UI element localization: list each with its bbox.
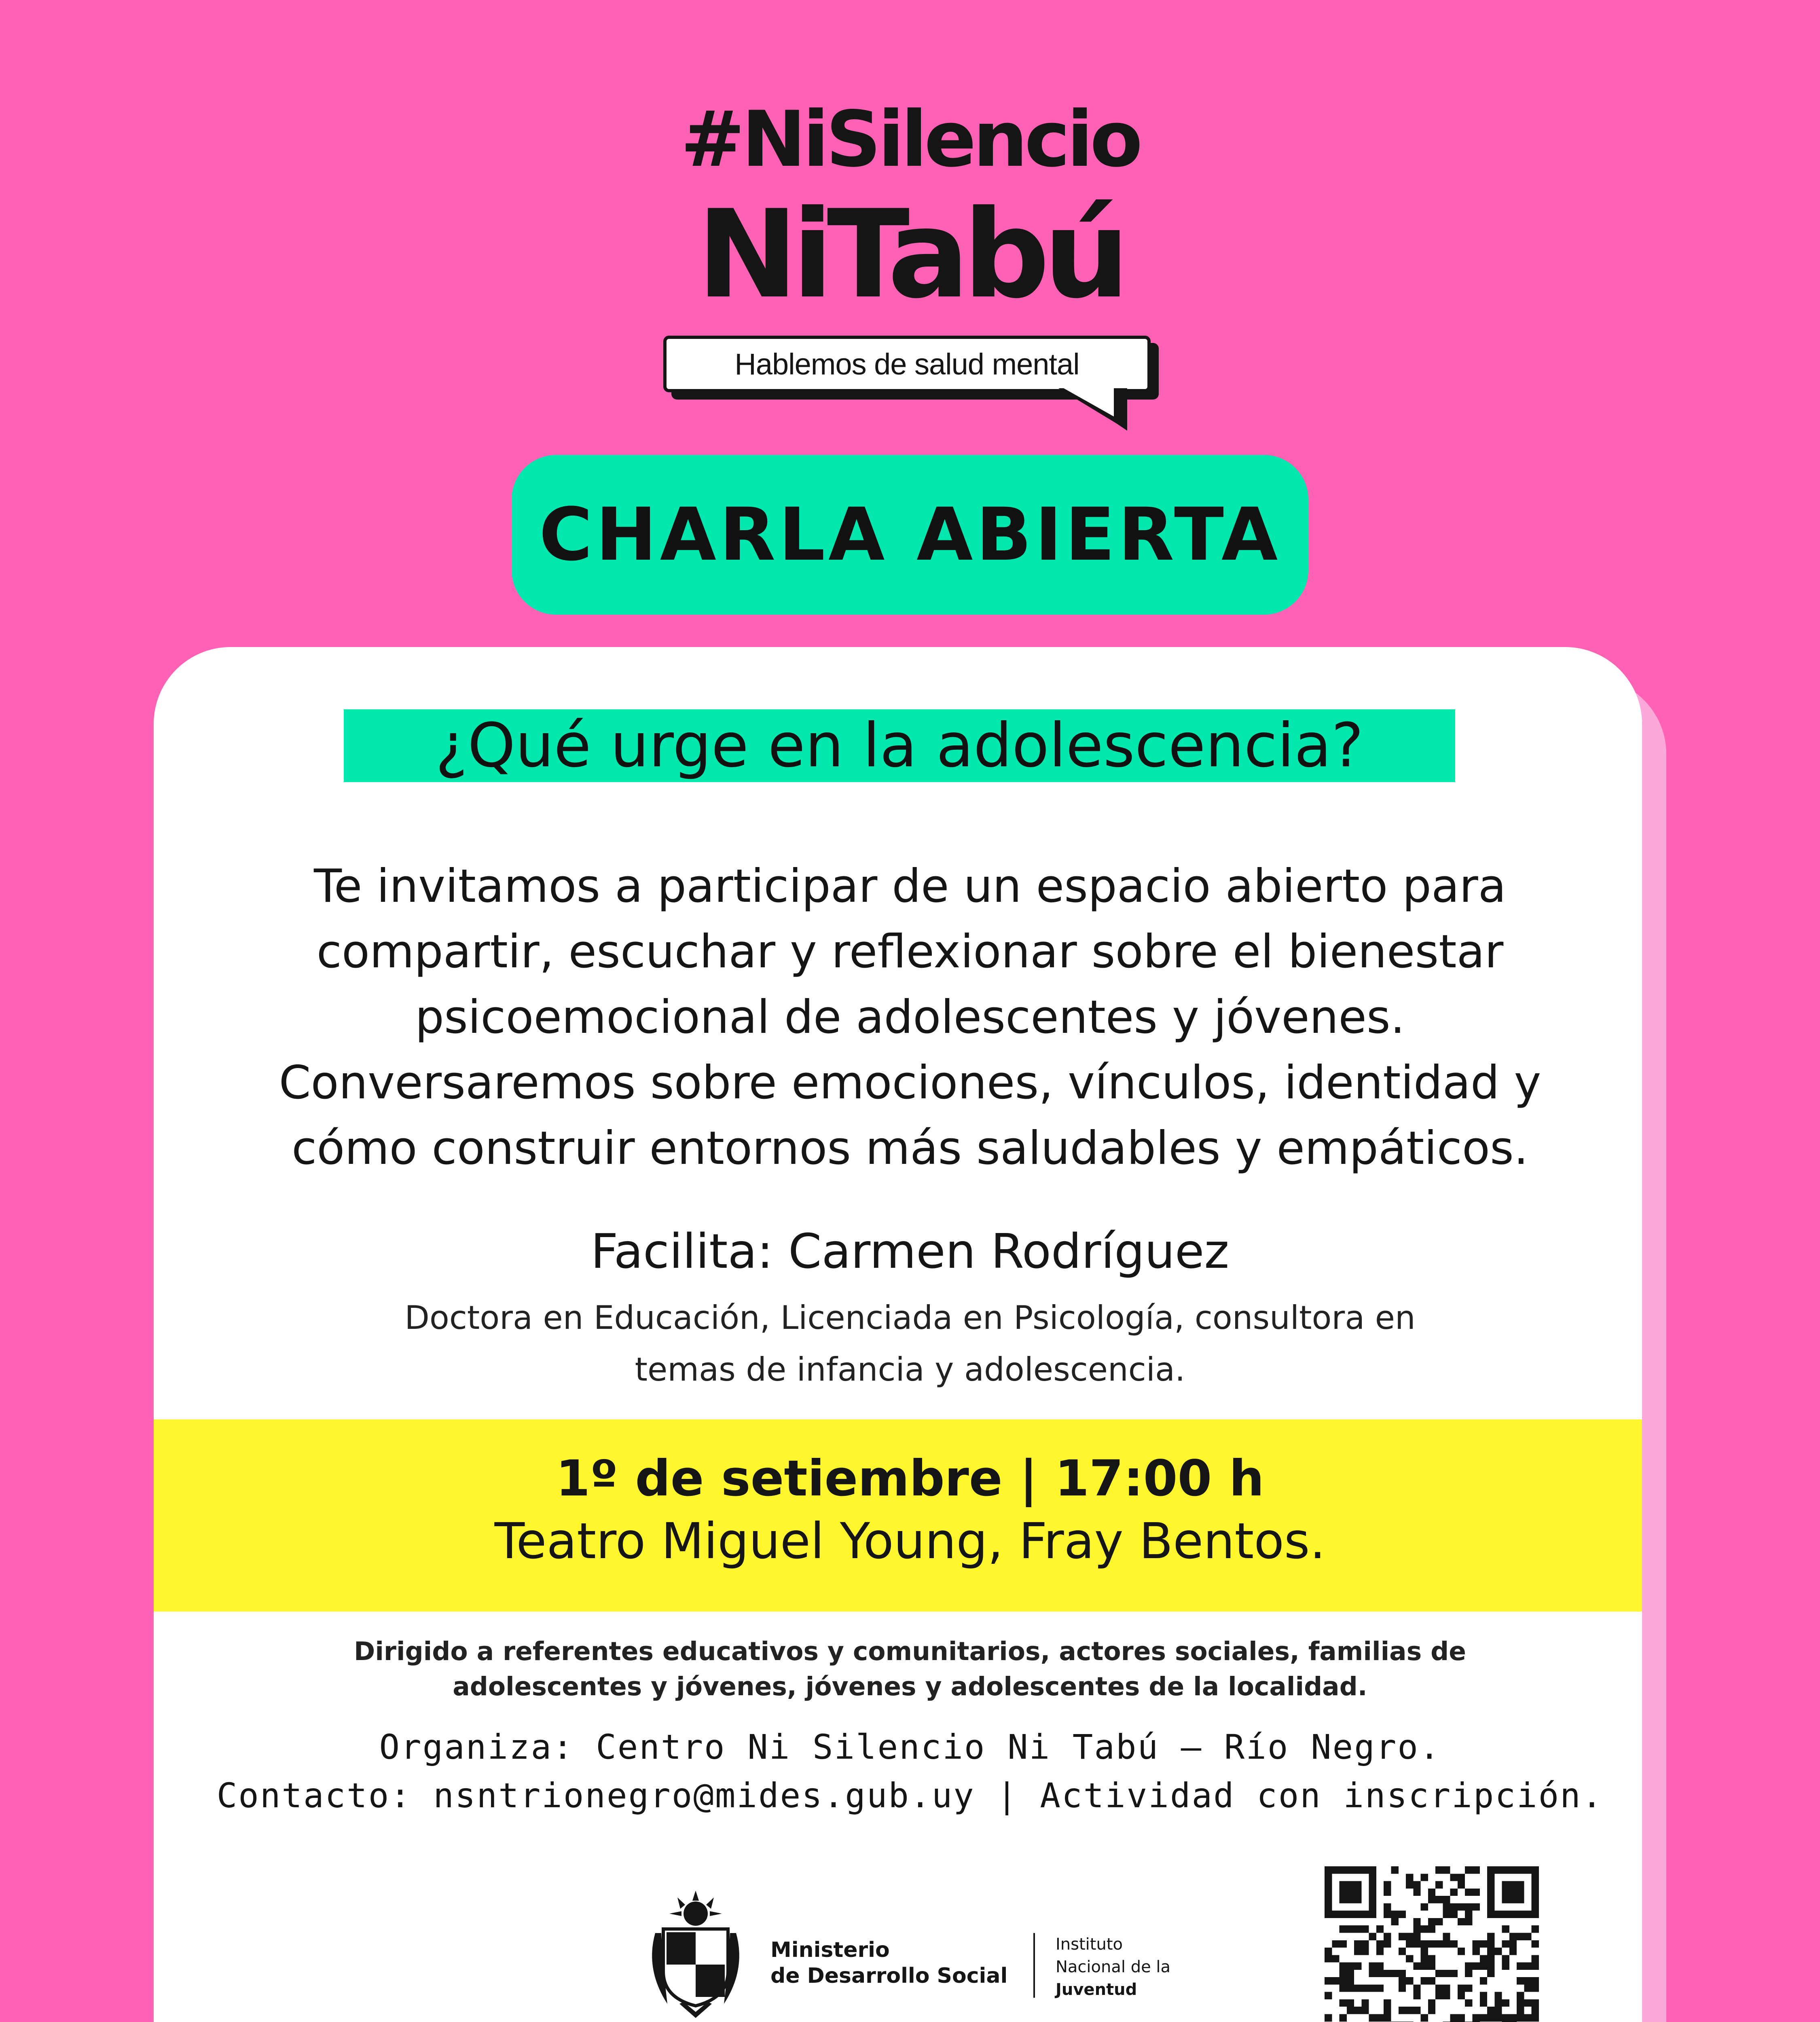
contact-line: Contacto: nsntrionegro@mides.gub.uy | Actividad con inscripción.	[216, 1776, 1604, 1815]
qr-code-icon[interactable]	[1325, 1866, 1539, 2022]
brand-name: NiTabú	[696, 184, 1124, 325]
event-date-time: 1º de setiembre | 17:00 h	[556, 1450, 1264, 1507]
institute-line: Juventud	[1056, 1980, 1137, 1999]
logo-divider	[1033, 1933, 1035, 1998]
event-venue: Teatro Miguel Young, Fray Bentos.	[494, 1512, 1326, 1570]
facilitator-name: Facilita: Carmen Rodríguez	[590, 1223, 1230, 1279]
uruguay-coat-of-arms-icon	[639, 1889, 752, 2022]
organizer-line: Organiza: Centro Ni Silencio Ni Tabú – Río Negro.	[379, 1727, 1441, 1767]
ministry-line: de Desarrollo Social	[770, 1964, 1008, 1988]
tagline-text: Hablemos de salud mental	[734, 347, 1079, 381]
audience-line: adolescentes y jóvenes, jóvenes y adolescentes de la localidad.	[453, 1672, 1367, 1701]
intro-line: Conversaremos sobre emociones, vínculos, identidad y	[279, 1056, 1541, 1109]
institute-line: Instituto	[1056, 1935, 1123, 1954]
intro-line: compartir, escuchar y reflexionar sobre el bienestar	[316, 925, 1504, 978]
ministry-logo-text	[770, 1937, 1007, 1989]
question-heading	[344, 709, 1455, 782]
intro-line: Te invitamos a participar de un espacio abierto para	[314, 859, 1506, 913]
intro-line: cómo construir entornos más saludables y empáticos.	[292, 1121, 1528, 1175]
credentials-line: temas de infancia y adolescencia.	[635, 1351, 1185, 1388]
credentials-line: Doctora en Educación, Licenciada en Psicología, consultora en	[404, 1299, 1416, 1337]
institute-line: Nacional de la	[1056, 1958, 1171, 1976]
brand-hashtag: #NiSilencio	[680, 95, 1140, 184]
ministry-line: Ministerio	[770, 1938, 890, 1962]
target-audience	[0, 1634, 1820, 1704]
facilitator-credentials	[0, 1292, 1820, 1396]
badge-label: CHARLA ABIERTA	[539, 493, 1281, 577]
speech-bubble-tail-icon	[1056, 388, 1133, 433]
charla-abierta-badge	[512, 455, 1308, 615]
intro-line: psicoemocional de adolescentes y jóvenes.	[415, 990, 1405, 1044]
tagline-bubble	[663, 336, 1151, 392]
institute-logo-text	[1056, 1933, 1170, 2001]
organizer-contact	[0, 1723, 1820, 1820]
intro-paragraph	[226, 853, 1594, 1181]
audience-line: Dirigido a referentes educativos y comunitarios, actores sociales, familias de	[354, 1637, 1466, 1666]
question-text: ¿Qué urge en la adolescencia?	[435, 711, 1364, 781]
